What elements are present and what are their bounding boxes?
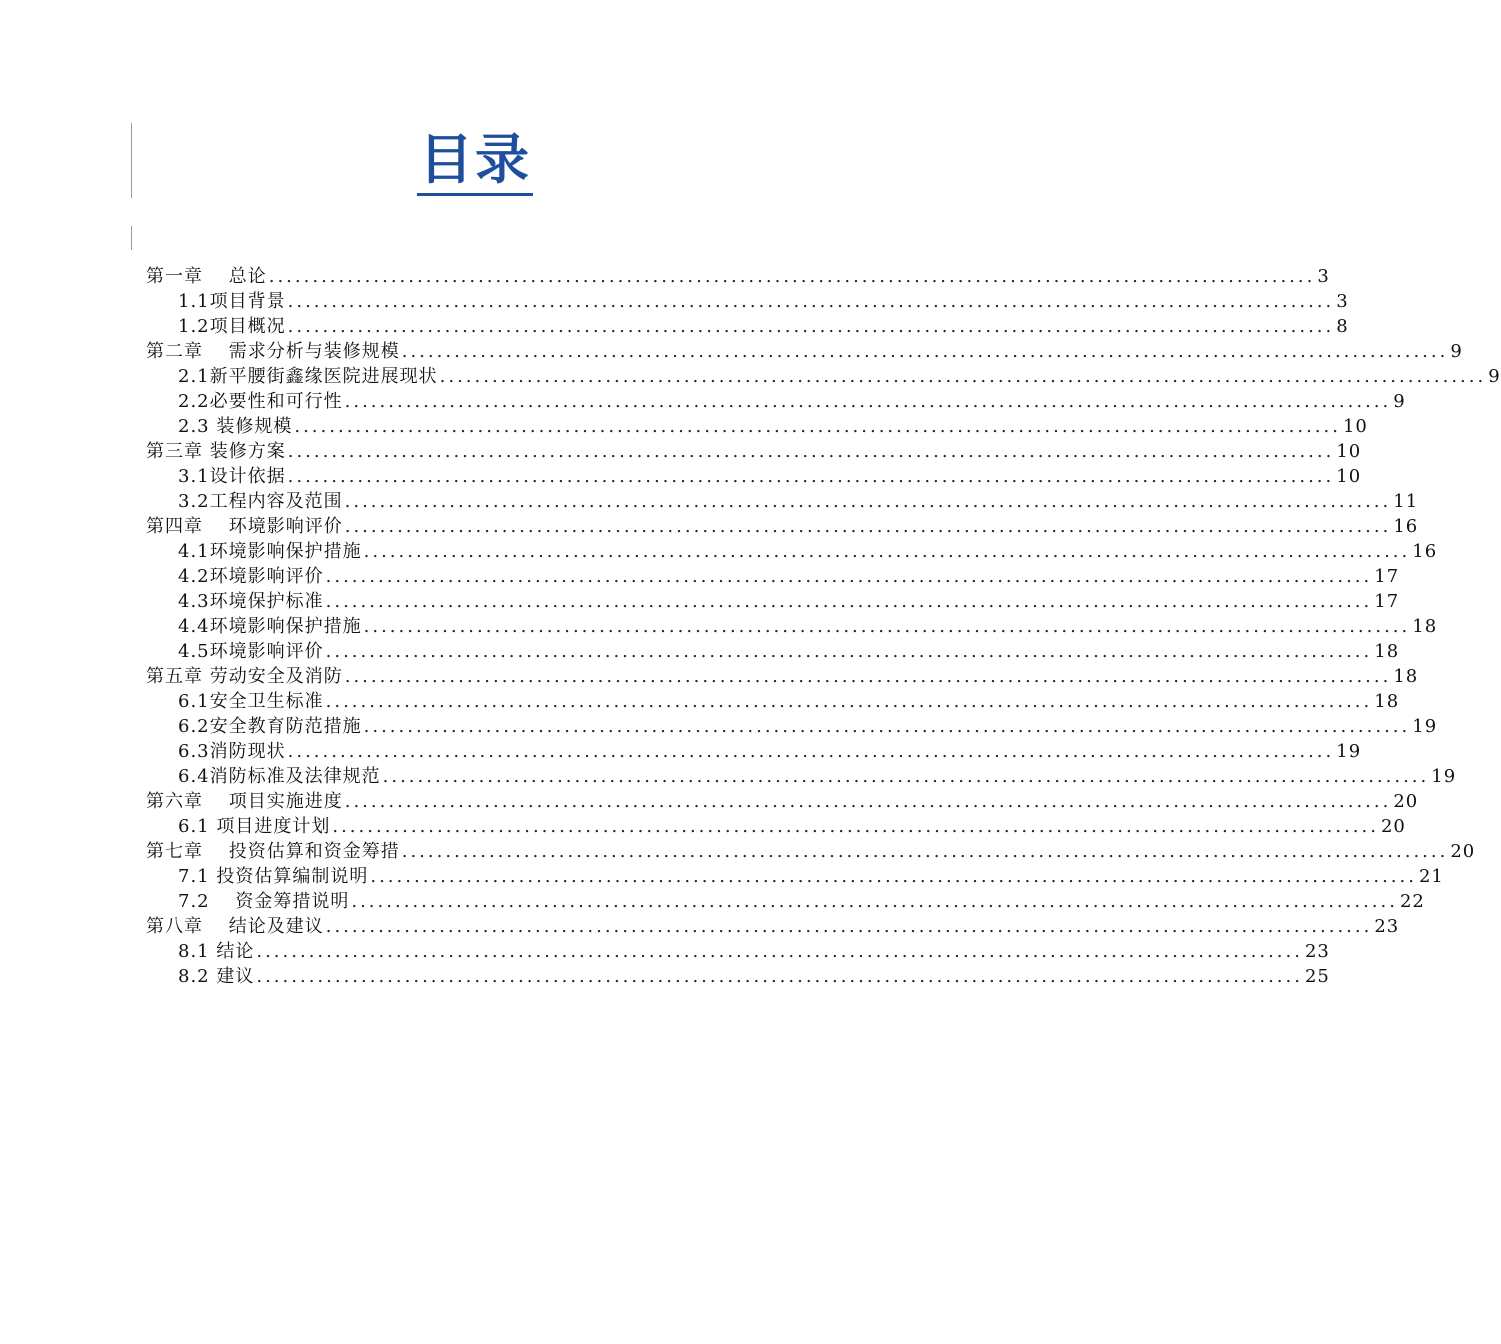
toc-page-number: 18 — [1374, 641, 1400, 662]
toc-dot-leader: ........................................................................................................................ — [344, 491, 1392, 512]
toc-chapter-entry[interactable] — [146, 664, 1419, 689]
toc-section-entry[interactable] — [146, 564, 1400, 589]
toc-chapter-entry[interactable] — [146, 514, 1419, 539]
toc-page-number: 17 — [1374, 566, 1400, 587]
toc-page-number: 11 — [1393, 491, 1419, 512]
toc-chapter-entry[interactable] — [146, 839, 1476, 864]
toc-page-number: 3 — [1336, 291, 1349, 312]
toc-entry-label: 7.1 投资估算编制说明 — [178, 866, 369, 887]
toc-entry-label: 第一章 总论 — [146, 266, 267, 287]
toc-dot-leader: ........................................................................................................................ — [325, 566, 1373, 587]
toc-dot-leader: ........................................................................................................................ — [332, 816, 1379, 837]
toc-dot-leader: ........................................................................................................................ — [351, 891, 1398, 912]
toc-entry-label: 2.3 装修规模 — [178, 416, 293, 437]
toc-page-number: 22 — [1399, 891, 1425, 912]
toc-dot-leader: ........................................................................................................................ — [382, 766, 1430, 787]
toc-section-entry[interactable] — [146, 814, 1406, 839]
toc-page-number: 17 — [1374, 591, 1400, 612]
toc-section-entry[interactable] — [146, 689, 1400, 714]
toc-dot-leader: ........................................................................................................................ — [401, 341, 1449, 362]
toc-page-number: 21 — [1418, 866, 1444, 887]
toc-dot-leader: ........................................................................................................................ — [325, 591, 1373, 612]
toc-page-number: 19 — [1431, 766, 1457, 787]
toc-entry-label: 1.1项目背景 — [178, 291, 286, 312]
toc-page-number: 25 — [1304, 966, 1330, 987]
toc-dot-leader: ........................................................................................................................ — [325, 641, 1373, 662]
toc-dot-leader: ........................................................................................................................ — [439, 366, 1487, 387]
toc-dot-leader: ........................................................................................................................ — [344, 666, 1392, 687]
toc-entry-label: 4.1环境影响保护措施 — [178, 541, 362, 562]
toc-entry-label: 6.1 项目进度计划 — [178, 816, 331, 837]
page-title: 目录 — [417, 128, 533, 196]
toc-section-entry[interactable] — [146, 464, 1362, 489]
toc-section-entry[interactable] — [146, 539, 1438, 564]
toc-section-entry[interactable] — [146, 314, 1349, 339]
toc-section-entry[interactable] — [146, 389, 1406, 414]
toc-chapter-entry[interactable] — [146, 264, 1330, 289]
toc-page-number: 3 — [1317, 266, 1330, 287]
toc-dot-leader: ........................................................................................................................ — [370, 866, 1417, 887]
toc-section-entry[interactable] — [146, 289, 1349, 314]
toc-page-number: 10 — [1336, 466, 1362, 487]
toc-page-number: 18 — [1393, 666, 1419, 687]
toc-section-entry[interactable] — [146, 364, 1501, 389]
toc-page-number: 23 — [1304, 941, 1330, 962]
toc-entry-label: 6.2安全教育防范措施 — [178, 716, 362, 737]
toc-page-number: 9 — [1488, 366, 1501, 387]
toc-entry-label: 1.2项目概况 — [178, 316, 286, 337]
toc-entry-label: 4.3环境保护标准 — [178, 591, 324, 612]
toc-entry-label: 3.1设计依据 — [178, 466, 286, 487]
toc-dot-leader: ........................................................................................................................ — [325, 691, 1373, 712]
toc-dot-leader: ........................................................................................................................ — [344, 516, 1392, 537]
toc-page-number: 16 — [1393, 516, 1419, 537]
toc-entry-label: 3.2工程内容及范围 — [178, 491, 343, 512]
toc-entry-label: 7.2 资金筹措说明 — [178, 891, 350, 912]
toc-entry-label: 8.1 结论 — [178, 941, 255, 962]
toc-entry-label: 第二章 需求分析与装修规模 — [146, 341, 400, 362]
toc-section-entry[interactable] — [146, 639, 1400, 664]
toc-page-number: 10 — [1342, 416, 1368, 437]
toc-dot-leader: ........................................................................................................................ — [294, 416, 1341, 437]
toc-dot-leader: ........................................................................................................................ — [268, 266, 1316, 287]
toc-dot-leader: ........................................................................................................................ — [344, 391, 1392, 412]
toc-section-entry[interactable] — [146, 414, 1368, 439]
toc-entry-label: 第三章 装修方案 — [146, 441, 286, 462]
margin-line-bottom — [131, 226, 132, 250]
toc-dot-leader: ........................................................................................................................ — [287, 466, 1335, 487]
toc-entry-label: 2.1新平腰街鑫缘医院进展现状 — [178, 366, 438, 387]
toc-chapter-entry[interactable] — [146, 439, 1362, 464]
toc-section-entry[interactable] — [146, 764, 1457, 789]
toc-dot-leader: ........................................................................................................................ — [363, 541, 1411, 562]
toc-entry-label: 第八章 结论及建议 — [146, 916, 324, 937]
toc-section-entry[interactable] — [146, 964, 1330, 989]
toc-entry-label: 4.2环境影响评价 — [178, 566, 324, 587]
toc-dot-leader: ........................................................................................................................ — [287, 291, 1335, 312]
toc-dot-leader: ........................................................................................................................ — [363, 616, 1411, 637]
toc-page-number: 10 — [1336, 441, 1362, 462]
toc-section-entry[interactable] — [146, 489, 1419, 514]
toc-dot-leader: ........................................................................................................................ — [287, 441, 1335, 462]
toc-page-number: 20 — [1450, 841, 1476, 862]
toc-entry-label: 4.5环境影响评价 — [178, 641, 324, 662]
toc-entry-label: 6.4消防标准及法律规范 — [178, 766, 381, 787]
toc-entry-label: 4.4环境影响保护措施 — [178, 616, 362, 637]
toc-page-number: 19 — [1412, 716, 1438, 737]
toc-entry-label: 2.2必要性和可行性 — [178, 391, 343, 412]
toc-section-entry[interactable] — [146, 739, 1362, 764]
toc-section-entry[interactable] — [146, 714, 1438, 739]
toc-page-number: 9 — [1450, 341, 1463, 362]
toc-page-number: 23 — [1374, 916, 1400, 937]
toc-entry-label: 6.1安全卫生标准 — [178, 691, 324, 712]
toc-section-entry[interactable] — [146, 864, 1444, 889]
toc-chapter-entry[interactable] — [146, 789, 1419, 814]
toc-page-number: 16 — [1412, 541, 1438, 562]
toc-dot-leader: ........................................................................................................................ — [287, 316, 1335, 337]
toc-section-entry[interactable] — [146, 939, 1330, 964]
toc-section-entry[interactable] — [146, 889, 1425, 914]
toc-dot-leader: ........................................................................................................................ — [256, 941, 1303, 962]
toc-entry-label: 第四章 环境影响评价 — [146, 516, 343, 537]
toc-entry-label: 第七章 投资估算和资金筹措 — [146, 841, 400, 862]
page-title-container — [0, 120, 950, 200]
toc-dot-leader: ........................................................................................................................ — [401, 841, 1449, 862]
toc-chapter-entry[interactable] — [146, 914, 1400, 939]
toc-section-entry[interactable] — [146, 614, 1438, 639]
toc-dot-leader: ........................................................................................................................ — [256, 966, 1303, 987]
toc-entry-label: 第五章 劳动安全及消防 — [146, 666, 343, 687]
toc-page-number: 20 — [1380, 816, 1406, 837]
toc-page-number: 18 — [1374, 691, 1400, 712]
toc-dot-leader: ........................................................................................................................ — [287, 741, 1335, 762]
toc-page-number: 18 — [1412, 616, 1438, 637]
toc-page-number: 20 — [1393, 791, 1419, 812]
toc-dot-leader: ........................................................................................................................ — [363, 716, 1411, 737]
toc-chapter-entry[interactable] — [146, 339, 1463, 364]
toc-entry-label: 第六章 项目实施进度 — [146, 791, 343, 812]
toc-page-number: 19 — [1336, 741, 1362, 762]
toc-entry-label: 8.2 建议 — [178, 966, 255, 987]
toc-page-number: 8 — [1336, 316, 1349, 337]
toc-dot-leader: ........................................................................................................................ — [344, 791, 1392, 812]
toc-entry-label: 6.3消防现状 — [178, 741, 286, 762]
table-of-contents — [146, 264, 1501, 989]
toc-dot-leader: ........................................................................................................................ — [325, 916, 1373, 937]
toc-page-number: 9 — [1393, 391, 1406, 412]
toc-section-entry[interactable] — [146, 589, 1400, 614]
